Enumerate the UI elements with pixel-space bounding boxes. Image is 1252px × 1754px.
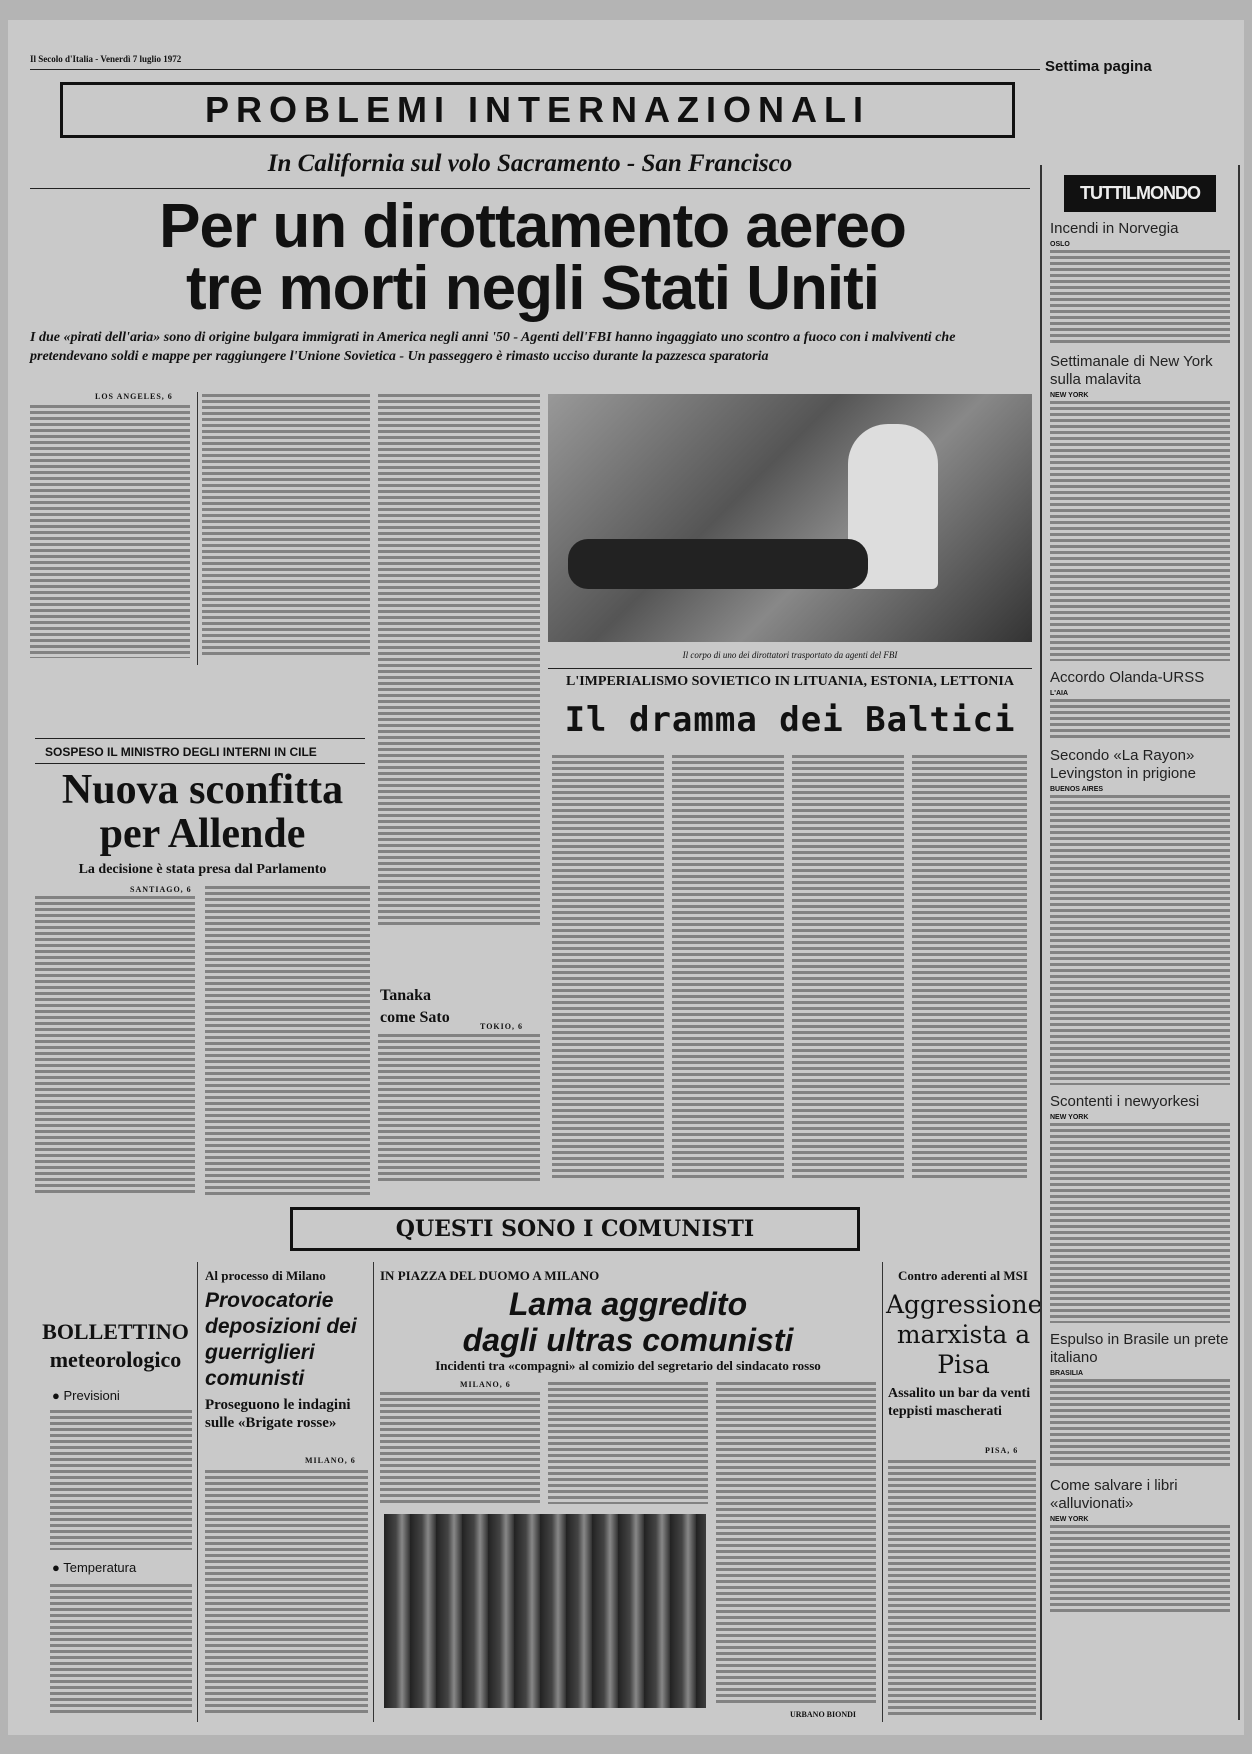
allende-kicker: SOSPESO IL MINISTRO DEGLI INTERNI IN CILE [45,745,317,759]
lead-text-col3 [378,394,540,926]
lama-headline [378,1286,878,1358]
sidebar-item-dateline: BRASILIA [1050,1370,1084,1377]
sidebar-item [1050,1093,1230,1323]
meteo-section-previsioni: ● Previsioni [52,1388,120,1403]
tanaka-dateline: TOKIO, 6 [480,1022,523,1031]
lama-headline-line2: dagli ultras comunisti [462,1322,794,1358]
col-rule [882,1262,883,1722]
pisa-text [888,1460,1036,1715]
sidebar-item-text [1050,795,1230,1085]
sidebar-item-dateline: NEW YORK [1050,1516,1089,1523]
lama-kicker: IN PIAZZA DEL DUOMO A MILANO [380,1268,600,1283]
col-rule [197,1262,198,1722]
tanaka-headline [380,985,450,1029]
milano-text [205,1470,368,1715]
sidebar-item-dateline: NEW YORK [1050,1114,1089,1121]
tanaka-headline-line1: Tanaka [380,987,431,1004]
masthead-rule [30,69,1040,70]
sidebar-item [1050,220,1230,345]
sidebar-item [1050,1477,1230,1615]
masthead-date: Il Secolo d'Italia - Venerdì 7 luglio 1972 [30,54,182,64]
lead-dateline: LOS ANGELES, 6 [95,392,173,401]
meteo-title-line2: meteorologico [49,1347,182,1372]
lama-photo [384,1514,706,1708]
allende-headline-line2: per Allende [99,811,306,857]
sidebar-item [1050,1331,1230,1469]
baltici-text-col4 [912,755,1027,1180]
pisa-kicker: Contro aderenti al MSI [898,1268,1028,1283]
baltici-text-col1 [552,755,664,1180]
allende-headline [30,768,375,856]
pisa-dateline: PISA, 6 [985,1446,1019,1455]
sidebar-item-title: Incendi in Norvegia [1050,220,1179,237]
allende-text-col1 [35,896,195,1196]
lama-dateline: MILANO, 6 [460,1380,511,1389]
col-rule [373,1262,374,1722]
rule [30,188,1030,189]
sidebar-item-title: Settimanale di New York sulla malavita [1050,353,1213,388]
meteo-temperatura-text [50,1584,192,1714]
sidebar-item-dateline: OSLO [1050,241,1070,248]
milano-dateline: MILANO, 6 [305,1456,356,1465]
tanaka-headline-line2: come Sato [380,1009,450,1026]
meteo-section1-label: Previsioni [63,1388,120,1403]
rule [35,763,365,764]
lama-subhead: Incidenti tra «compagni» al comizio del segretario del sindacato rosso [435,1358,821,1373]
section-banner: PROBLEMI INTERNAZIONALI [60,82,1015,138]
sidebar-item-title: Scontenti i newyorkesi [1050,1093,1200,1110]
meteo-section-temperatura: ● Temperatura [52,1560,137,1575]
sidebar-item-text [1050,250,1230,345]
rule [35,738,365,739]
rule [548,668,1032,669]
sidebar-item-title: Secondo «La Rayon» Levingston in prigione [1050,747,1196,782]
sidebar-item-dateline: L'AIA [1050,690,1068,697]
baltici-text-col3 [792,755,904,1180]
sidebar-item [1050,669,1230,739]
lead-headline-line1: Per un dirottamento aereo [159,192,906,261]
tanaka-text [378,1034,540,1184]
lama-headline-line1: Lama aggredito [508,1286,748,1322]
allende-headline-line1: Nuova sconfitta [61,767,344,813]
sidebar-item-text [1050,1379,1230,1469]
allende-subhead: La decisione è stata presa dal Parlamento [78,862,327,877]
sidebar-item [1050,747,1230,1085]
lead-text-col2 [202,394,370,658]
tuttilmondo-sidebar [1040,165,1240,1720]
lead-headline [30,192,1035,323]
baltici-headline: Il dramma dei Baltici [564,700,1016,740]
lama-text-col3 [716,1382,876,1704]
allende-text-col2 [205,886,370,1196]
sidebar-logo: TUTTILMONDO [1064,175,1216,212]
photo-stretcher [568,539,868,589]
lead-text-col1 [30,405,190,658]
sidebar-item-text [1050,699,1230,739]
meteo-title [38,1318,193,1374]
col-rule [197,392,198,665]
sidebar-item-title: Come salvare i libri «alluvionati» [1050,1477,1178,1512]
meteo-title-line1: BOLLETTINO [42,1319,189,1344]
pisa-headline: Aggressione marxista a Pisa [886,1290,1043,1379]
sidebar-item-dateline: BUENOS AIRES [1050,786,1104,793]
milano-kicker: Al processo di Milano [205,1268,326,1283]
lead-kicker: In California sul volo Sacramento - San Francisco [267,150,793,177]
baltici-kicker: L'IMPERIALISMO SOVIETICO IN LITUANIA, ESTONIA, LETTONIA [566,674,1014,689]
lama-text-col1 [380,1392,540,1504]
pisa-subhead: Assalito un bar da venti teppisti mascherati [888,1386,1031,1419]
lead-subhead: I due «pirati dell'aria» sono di origine bulgara immigrati in America negli anni '50 - Agenti dell'FBI hanno ingaggiato uno scontro a fuoco con i malviventi che pretendevano soldi e mappe per raggiungere l'Unione Sovietica - Un passeggero è rimasto ucciso durante la pazzesca sparatoria [30,330,956,364]
sidebar-item-title: Espulso in Brasile un prete italiano [1050,1331,1229,1366]
lead-headline-line2: tre morti negli Stati Uniti [186,254,879,323]
sidebar-item-text [1050,401,1230,661]
baltici-text-col2 [672,755,784,1180]
lama-byline: URBANO BIONDI [790,1710,857,1719]
sidebar-item-dateline: NEW YORK [1050,392,1089,399]
meteo-section2-label: Temperatura [63,1560,137,1575]
milano-subhead: Proseguono le indagini sulle «Brigate rosse» [205,1397,351,1431]
lama-text-col2 [548,1382,708,1504]
hijack-photo [548,394,1032,642]
sidebar-item-text [1050,1525,1230,1615]
sidebar-item-text [1050,1123,1230,1323]
sidebar-item-title: Accordo Olanda-URSS [1050,669,1205,686]
meteo-previsioni-text [50,1410,192,1550]
allende-dateline: SANTIAGO, 6 [130,885,192,894]
photo-caption: Il corpo di uno dei dirottatori trasportato da agenti del FBI [682,650,898,660]
comunisti-banner: QUESTI SONO I COMUNISTI [290,1207,860,1251]
sidebar-item [1050,353,1230,661]
milano-headline: Provocatorie deposizioni dei guerriglieri comunisti [205,1289,357,1390]
page-label: Settima pagina [1045,58,1152,75]
